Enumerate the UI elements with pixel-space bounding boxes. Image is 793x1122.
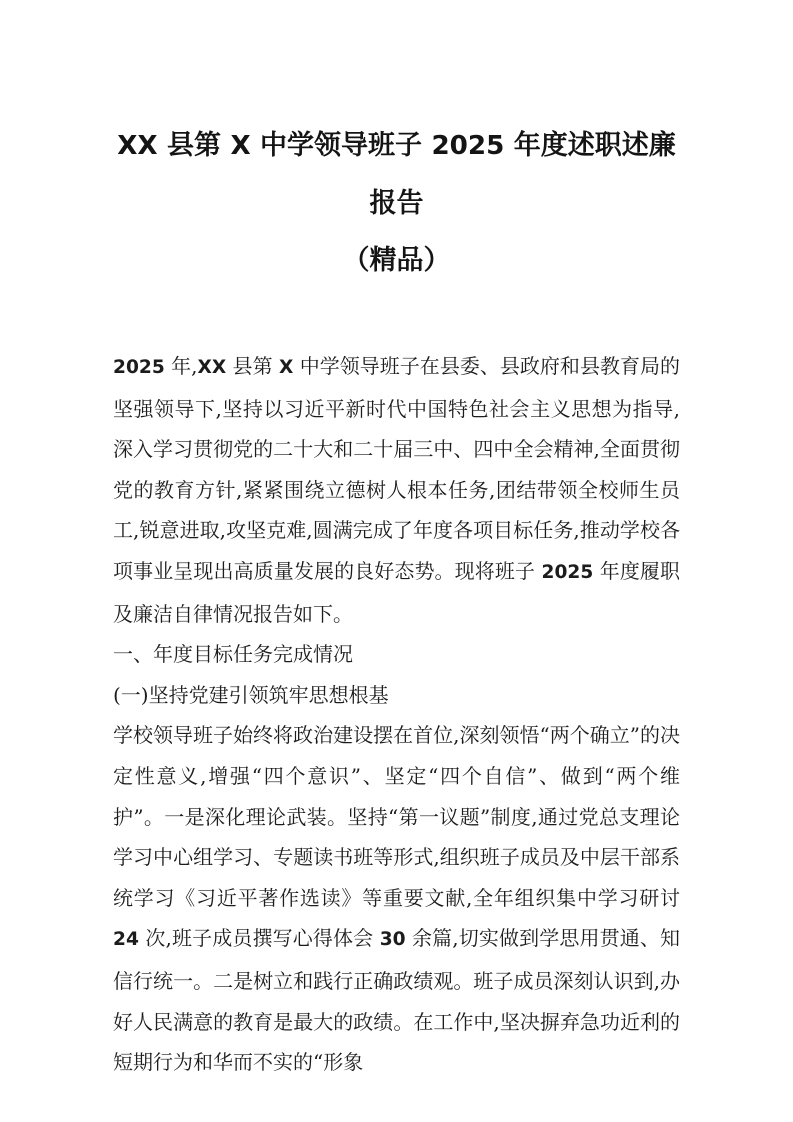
body-paragraph: 2025 年,XX 县第 X 中学领导班子在县委、县政府和县教育局的坚强领导下,坚持以习近平新时代中国特色社会主义思想为指导,深入学习贯彻党的二十大和二十届三中、四中全会精神,全面贯彻党的教育方针,紧紧围绕立德树人根本任务,团结带领全校师生员工,锐意进取,攻坚克难,圆满完成了年度各项目标任务,推动学校各项事业呈现出高质量发展的良好态势。现将班子 2025 年度履职及廉洁自律情况报告如下。: [113, 354, 681, 626]
document-title: [113, 117, 680, 289]
document-title-line1: XX 县第 X 中学领导班子 2025 年度述职述廉报告: [117, 130, 676, 219]
document-body: [113, 346, 680, 1083]
subsection-heading: (一)坚持党建引领筑牢思想根基: [113, 682, 389, 707]
document-title-line2: （精品）: [342, 245, 451, 276]
body-paragraph: 学校领导班子始终将政治建设摆在首位,深刻领悟“两个确立”的决定性意义,增强“四个意识”、坚定“四个自信”、做到“两个维护”。一是深化理论武装。坚持“第一议题”制度,通过党总支理论学习中心组学习、专题读书班等形式,组织班子成员及中层干部系统学习《习近平著作选读》等重要文献,全年组织集中学习研讨 24 次,班子成员撰写心得体会 30 余篇,切实做到学思用贯通、知信行统一。二是树立和践行正确政绩观。班子成员深刻认识到,办好人民满意的教育是最大的政绩。在工作中,坚决摒弃急功近利的短期行为和华而不实的“形象: [113, 723, 681, 1075]
section-heading: 一、年度目标任务完成情况: [113, 642, 353, 667]
